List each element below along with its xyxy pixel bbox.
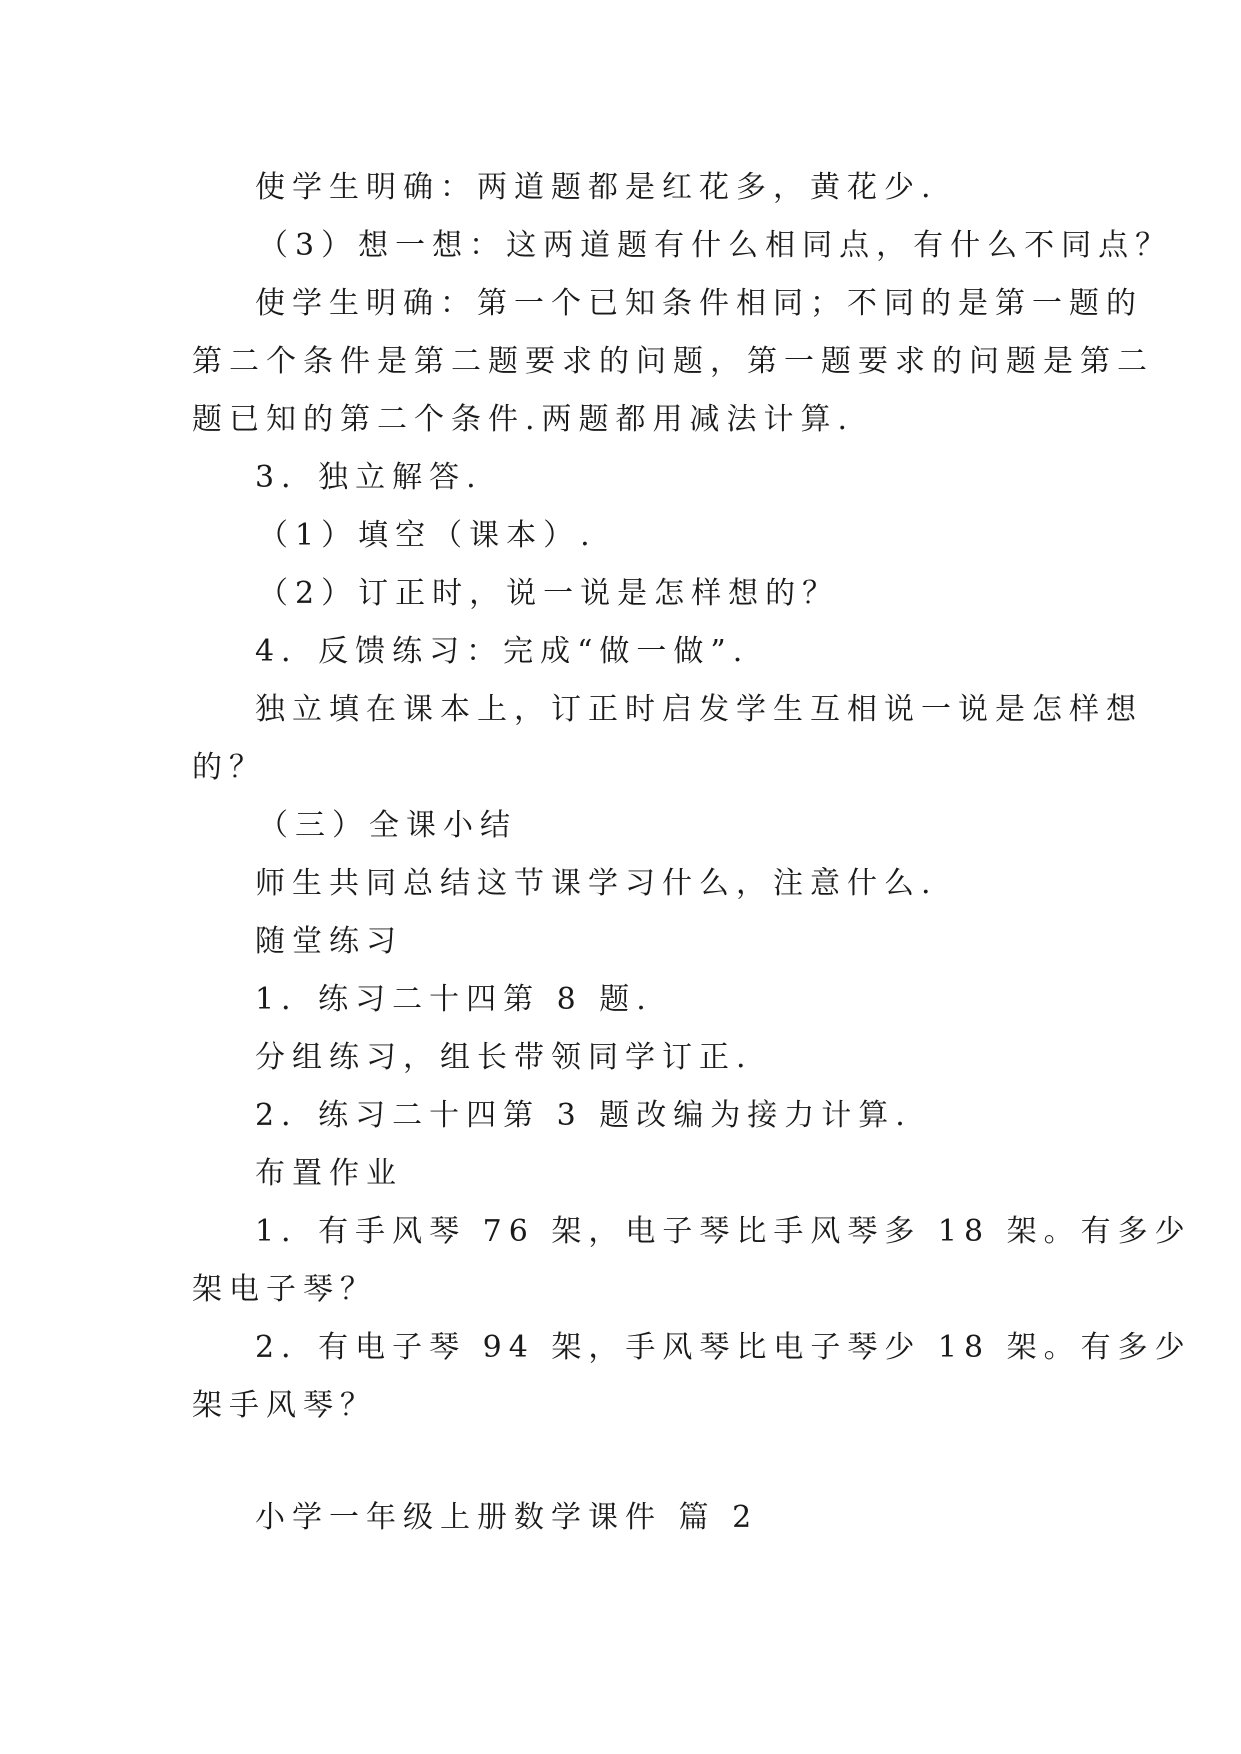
article-title: 小学一年级上册数学课件 篇 2 (255, 1500, 759, 1535)
section-heading-homework: 布置作业 (255, 1156, 403, 1191)
text-line-19: 1．有手风琴 76 架，电子琴比手风琴多 18 架。有多少 (255, 1214, 1192, 1249)
text-line-20: 架电子琴？ (192, 1272, 377, 1307)
text-line-11: 的？ (192, 750, 266, 785)
section-heading-practice: 随堂练习 (255, 924, 403, 959)
text-line-3: 使学生明确：第一个已知条件相同；不同的是第一题的 (255, 286, 1143, 321)
text-line-21: 2．有电子琴 94 架，手风琴比电子琴少 18 架。有多少 (255, 1330, 1192, 1365)
text-line-17: 2．练习二十四第 3 题改编为接力计算. (255, 1098, 912, 1133)
text-line-15: 1．练习二十四第 8 题. (255, 982, 653, 1017)
text-line-9: 4．反馈练习：完成“做一做”. (255, 634, 750, 669)
text-line-2: （3）想一想：这两道题有什么相同点，有什么不同点？ (258, 228, 1173, 263)
text-line-5: 题已知的第二个条件.两题都用减法计算. (192, 402, 855, 437)
text-line-7: （1）填空（课本）. (258, 518, 597, 553)
text-line-6: 3．独立解答. (255, 460, 483, 495)
text-line-1: 使学生明确：两道题都是红花多，黄花少. (255, 170, 938, 205)
text-line-13: 师生共同总结这节课学习什么，注意什么. (255, 866, 938, 901)
section-heading-summary: （三）全课小结 (258, 808, 517, 843)
text-line-16: 分组练习，组长带领同学订正. (255, 1040, 753, 1075)
text-line-8: （2）订正时，说一说是怎样想的？ (258, 576, 840, 611)
text-line-22: 架手风琴？ (192, 1388, 377, 1423)
text-line-10: 独立填在课本上，订正时启发学生互相说一说是怎样想 (255, 692, 1143, 727)
text-line-4: 第二个条件是第二题要求的问题，第一题要求的问题是第二 (192, 344, 1154, 379)
